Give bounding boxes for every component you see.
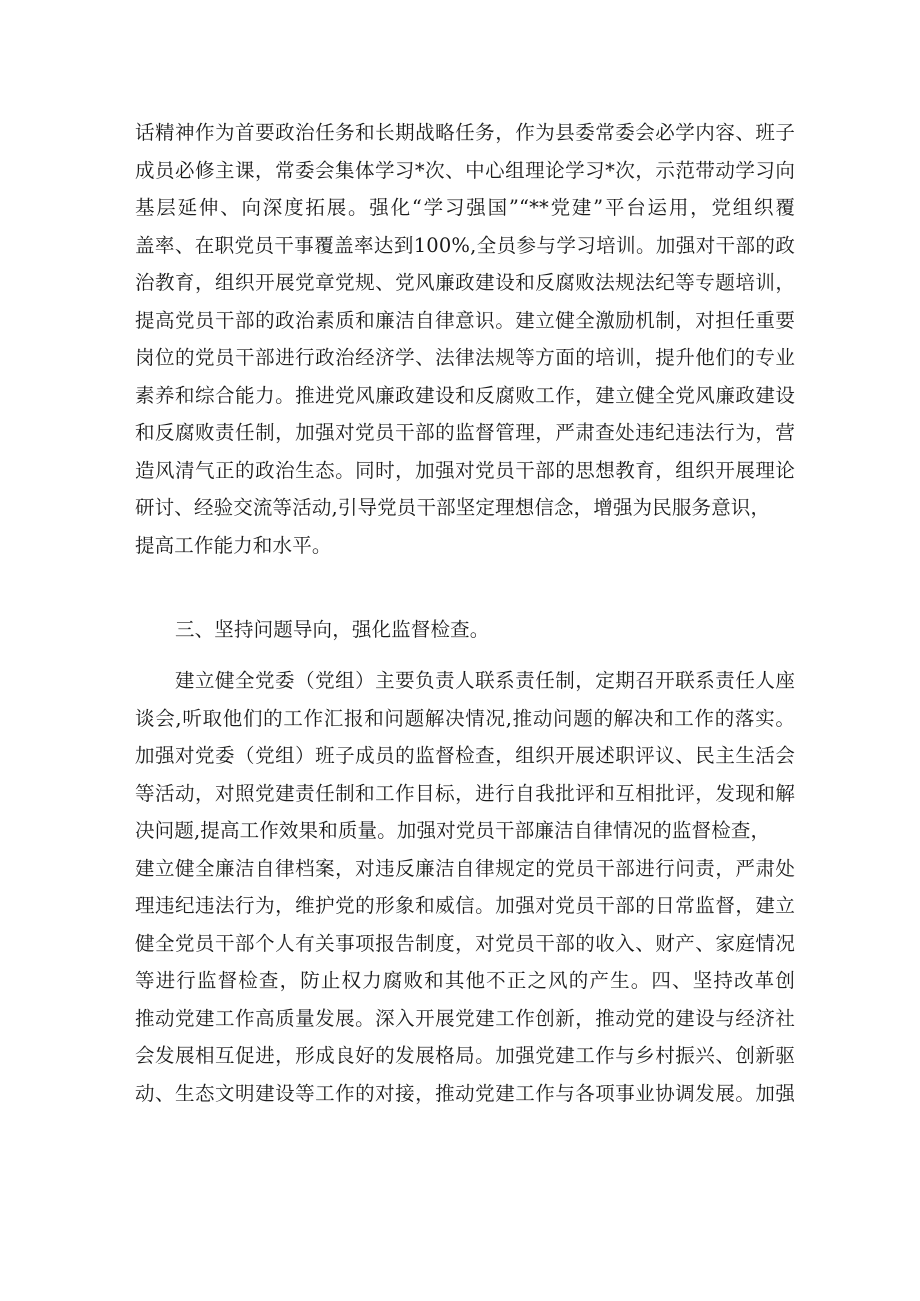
- paragraph-line: 提高党员干部的政治素质和廉洁自律意识。建立健全激励机制，对担任重要: [135, 308, 795, 332]
- paragraph-line: 决问题,提高工作效果和质量。加强对党员干部廉洁自律情况的监督检查，: [135, 819, 771, 842]
- paragraph-line: 提高工作能力和水平。: [135, 533, 332, 557]
- paragraph-line: 推动党建工作高质量发展。深入开展党建工作创新，推动党的建设与经济社: [135, 1006, 795, 1030]
- paragraph-line: 和反腐败责任制，加强对党员干部的监督管理，严肃查处违纪违法行为，营: [135, 421, 795, 444]
- paragraph-line: 谈会,听取他们的工作汇报和问题解决情况,推动问题的解决和工作的落实。: [135, 706, 795, 730]
- paragraph-line: 盖率、在职党员干事覆盖率达到100%,全员参与学习培训。加强对干部的政: [135, 233, 795, 257]
- paragraph-line: 建立健全廉洁自律档案，对违反廉洁自律规定的党员干部进行问责，严肃处: [135, 856, 795, 880]
- paragraph-line: 成员必修主课，常委会集体学习*次、中心组理论学习*次，示范带动学习向: [135, 158, 795, 182]
- section-heading-3: [135, 611, 795, 649]
- paragraph-1: [135, 114, 795, 564]
- section-heading: 三、坚持问题导向，强化监督检查。: [175, 618, 490, 641]
- paragraph-line: 等活动，对照党建责任制和工作目标，进行自我批评和互相批评，发现和解: [135, 781, 795, 805]
- paragraph-line: 话精神作为首要政治任务和长期战略任务，作为县委常委会必学内容、班子: [135, 121, 795, 144]
- paragraph-line: 治教育，组织开展党章党规、党风廉政建设和反腐败法规法纪等专题培训，: [135, 271, 795, 294]
- paragraph-line: 动、生态文明建设等工作的对接，推动党建工作与各项事业协调发展。加强: [135, 1081, 795, 1105]
- paragraph-line: 加强对党委（党组）班子成员的监督检查，组织开展述职评议、民主生活会: [135, 744, 795, 767]
- paragraph-line: 健全党员干部个人有关事项报告制度，对党员干部的收入、财产、家庭情况: [135, 931, 795, 955]
- paragraph-line: 建立健全党委（党组）主要负责人联系责任制，定期召开联系责任人座: [175, 669, 795, 692]
- paragraph-line: 等进行监督检查，防止权力腐败和其他不正之风的产生。四、坚持改革创: [135, 969, 795, 992]
- paragraph-line: 研讨、经验交流等活动,引导党员干部坚定理想信念，增强为民服务意识，: [135, 496, 771, 519]
- paragraph-line: 会发展相互促进，形成良好的发展格局。加强党建工作与乡村振兴、创新驱: [135, 1044, 795, 1067]
- paragraph-line: 岗位的党员干部进行政治经济学、法律法规等方面的培训，提升他们的专业: [135, 346, 795, 369]
- paragraph-line: 素养和综合能力。推进党风廉政建设和反腐败工作，建立健全党风廉政建设: [135, 383, 795, 407]
- paragraph-2: [135, 662, 795, 1112]
- paragraph-line: 基层延伸、向深度拓展。强化“学习强国”“**党建”平台运用，党组织覆: [135, 196, 795, 219]
- paragraph-line: 造风清气正的政治生态。同时，加强对党员干部的思想教育，组织开展理论: [135, 458, 795, 482]
- paragraph-line: 理违纪违法行为，维护党的形象和威信。加强对党员干部的日常监督，建立: [135, 894, 795, 917]
